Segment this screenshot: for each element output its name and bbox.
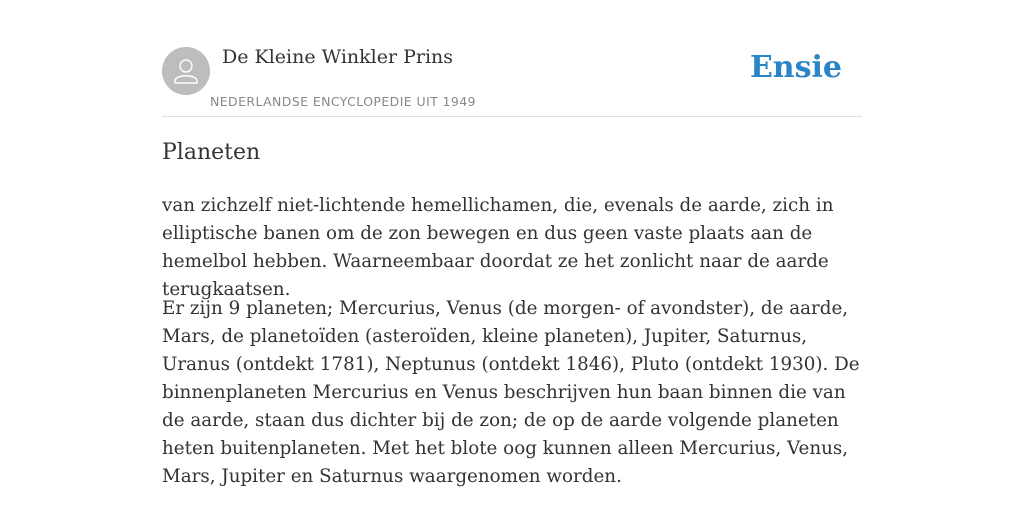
brand-logo[interactable]: Ensie xyxy=(749,50,842,85)
source-subtitle: NEDERLANDSE ENCYCLOPEDIE UIT 1949 xyxy=(210,94,476,109)
avatar[interactable] xyxy=(162,47,210,95)
article-paragraph-1: van zichzelf niet-lichtende hemellichamen, die, evenals de aarde, zich in elliptische banen om de zon bewegen en dus geen vaste plaats aan de hemelbol hebben. Waarneembaar doordat ze het zonlicht naar de aarde terugkaatsen. xyxy=(162,195,834,300)
source-name[interactable]: De Kleine Winkler Prins xyxy=(222,46,454,68)
user-icon xyxy=(162,47,210,95)
source-header xyxy=(162,0,862,117)
article-paragraph-2: Er zijn 9 planeten; Mercurius, Venus (de morgen- of avondster), de aarde, Mars, de planetoïden (asteroïden, kleine planeten), Jupiter, Saturnus, Uranus (ontdekt 1781), Neptunus (ontdekt 1846), Pluto (ontdekt 1930). De binnenplaneten Mercurius en Venus beschrijven hun baan binnen die van de aarde, staan dus dichter bij de zon; de op de aarde volgende planeten heten buitenplaneten. Met het blote oog kunnen alleen Mercurius, Venus, Mars, Jupiter en Saturnus waargenomen worden. xyxy=(162,298,860,487)
page xyxy=(162,0,862,512)
page-title: Planeten xyxy=(162,140,261,165)
